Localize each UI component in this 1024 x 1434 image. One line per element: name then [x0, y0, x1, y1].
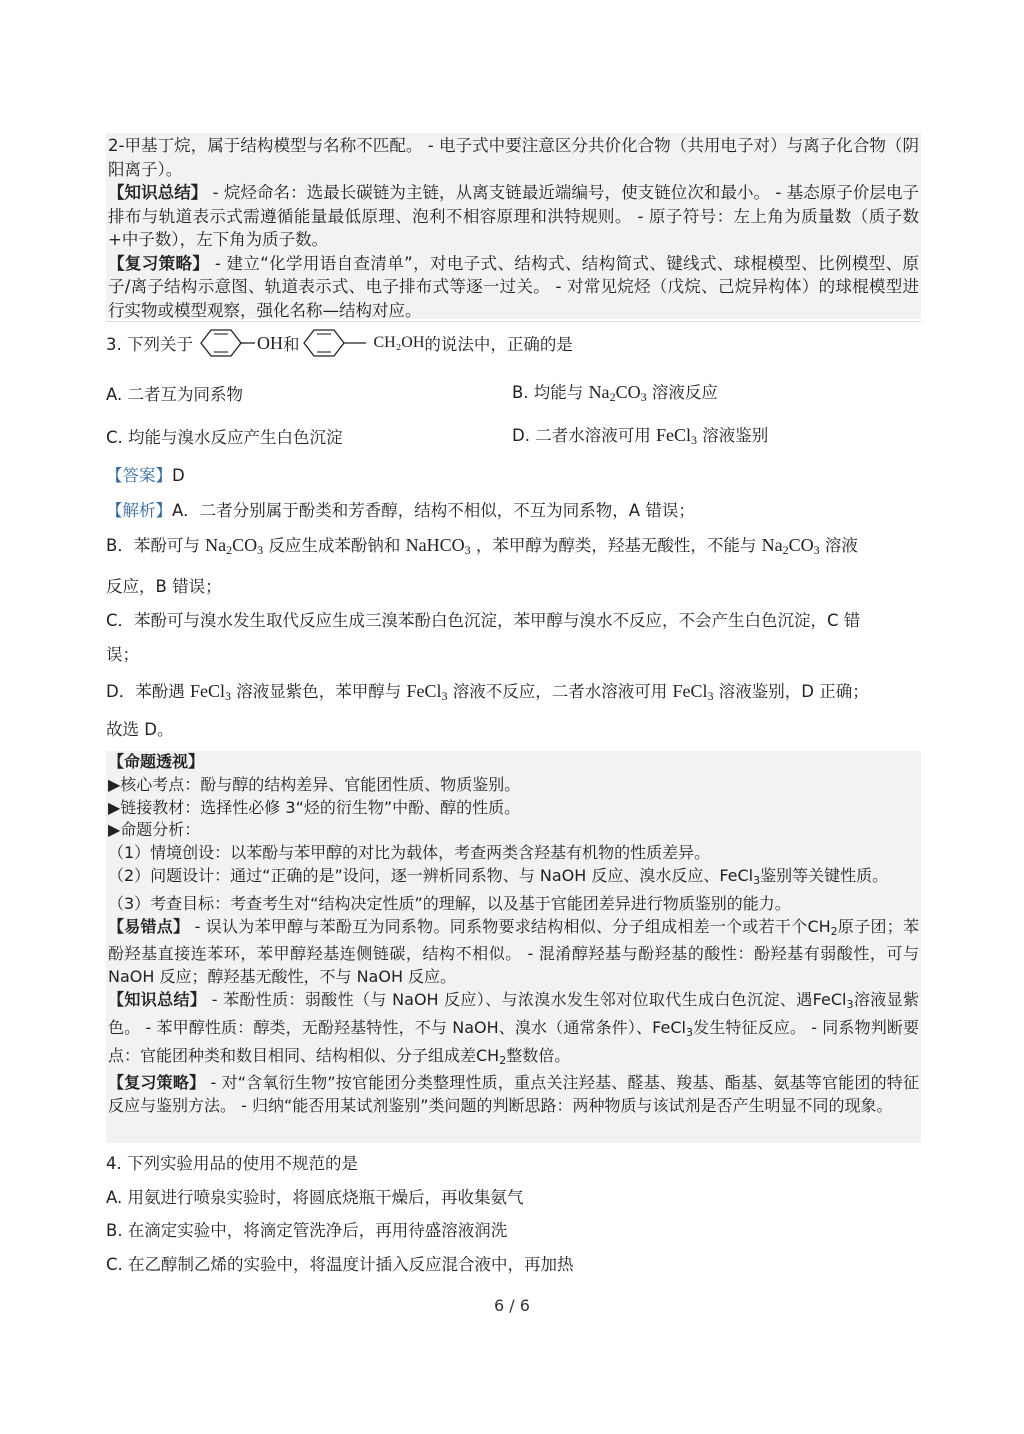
- analysis-c-cont: 误；: [106, 645, 139, 664]
- q3-ch2oh: CH₂OH: [373, 334, 425, 351]
- q3-suffix: 的说法中，正确的是: [424, 335, 573, 354]
- question-4-stem: 4. 下列实验用品的使用不规范的是: [106, 1154, 358, 1173]
- box2-l2: ▶链接教材：选择性必修 3“烃的衍生物”中酚、醇的性质。: [108, 797, 521, 817]
- answer-tag: 【答案】: [106, 466, 172, 485]
- analysis-b-cont: 反应，B 错误；: [106, 577, 222, 596]
- analysis-b: B．苯酚可与 $Na_2CO_3$ 反应生成苯酚钠和 NaHCO$_3$ ，苯甲醇为醇类，羟基无酸性，不能与 $Na_2CO_3$ 溶液: [106, 535, 858, 557]
- separator: [106, 321, 921, 322]
- q4-option-c: C. 在乙醇制乙烯的实验中，将温度计插入反应混合液中，再加热: [106, 1255, 574, 1274]
- box2-l5: （2）问题设计：通过“正确的是”设问，逐一辨析同系物、与 NaOH 反应、溴水反应、FeCl$_3$鉴别等关键性质。: [108, 865, 889, 887]
- q3-and: 和: [283, 335, 300, 354]
- answer-value: D: [172, 466, 185, 485]
- page-number: 6 / 6: [494, 1296, 530, 1315]
- option-c: C. 均能与溴水反应产生白色沉淀: [106, 428, 343, 447]
- option-d: D. 二者水溶液可用 FeCl$_3$ 溶液鉴别: [512, 425, 769, 447]
- box2-title: 【命题透视】: [108, 752, 205, 771]
- analysis-c: C．苯酚可与溴水发生取代反应生成三溴苯酚白色沉淀，苯甲醇与溴水不反应，不会产生白色沉淀，C 错: [106, 611, 861, 630]
- box2-strategy: 【复习策略】 - 对“含氧衍生物”按官能团分类整理性质，重点关注羟基、醛基、羧基、酯基、氨基等官能团的特征反应与鉴别方法。 - 归纳“能否用某试剂鉴别”类问题的判断思路：两种物质与该试剂是否产生明显不同的现象。: [108, 1073, 919, 1116]
- benzyl-alcohol-structure-icon: [300, 328, 374, 358]
- box2-l3: ▶命题分析：: [108, 820, 201, 840]
- box1-knowledge: [108, 181, 919, 252]
- fecl3-formula: FeCl$_3$: [655, 425, 697, 447]
- analysis-d: D．苯酚遇 FeCl$_3$ 溶液显紫色，苯甲醇与 FeCl$_3$ 溶液不反应，二者水溶液可用 FeCl$_3$ 溶液鉴别，D 正确；: [106, 681, 869, 703]
- analysis-a: 【解析】A．二者分别属于酚类和芳香醇，结构不相似，不互为同系物，A 错误；: [106, 501, 695, 520]
- box2-l4: （1）情境创设：以苯酚与苯甲醇的对比为载体，考查两类含羟基有机物的性质差异。: [108, 843, 711, 863]
- q4-option-b: B. 在滴定实验中，将滴定管洗净后，再用待盛溶液润洗: [106, 1221, 508, 1240]
- analysis-conclusion: 故选 D。: [106, 720, 174, 739]
- box1-strategy: [108, 252, 919, 323]
- box1-line1: 2-甲基丁烷，属于结构模型与名称不匹配。 - 电子式中要注意区分共价化合物（共用电子对）与离子化合物（阴阳离子）。: [108, 136, 919, 179]
- proposition-box-q3: [106, 751, 921, 1143]
- na2co3-formula: $Na_2CO_3$: [588, 382, 647, 404]
- q3-prefix: 3. 下列关于: [106, 335, 193, 354]
- summary-box-q2: [106, 133, 921, 319]
- box2-l6: （3）考查目标：考查考生对“结构决定性质”的理解，以及基于官能团差异进行物质鉴别的能力。: [108, 893, 791, 913]
- box2-l1: ▶核心考点：酚与醇的结构差异、官能团性质、物质鉴别。: [108, 774, 521, 794]
- analysis-tag: 【解析】: [106, 501, 172, 520]
- answer-line: [106, 462, 185, 486]
- box2-mistakes: 【易错点】 - 误认为苯甲醇与苯酚互为同系物。同系物要求结构相似、分子组成相差一个或若干个$CH_2$原子团；苯酚羟基直接连苯环，苯甲醇羟基连侧链碳，结构不相似。 - 混淆醇羟基与酚羟基的酸性：酚羟基有弱酸性，可与 NaOH 反应；醇羟基无酸性，不与 NaOH 反应。: [108, 916, 919, 987]
- q4-option-a: A. 用氨进行喷泉实验时，将圆底烧瓶干燥后，再收集氨气: [106, 1188, 524, 1207]
- question-3-stem: [106, 328, 573, 358]
- knowledge-tag: 【知识总结】: [108, 183, 208, 202]
- knowledge-text: - 烷烃命名：选最长碳链为主链，从离支链最近端编号，使支链位次和最小。 - 基态原子价层电子排布与轨道表示式需遵循能量最低原理、泡利不相容原理和洪特规则。 - 原子符号：左上角为质量数（质子数+中子数），左下角为质子数。: [108, 183, 920, 249]
- option-b: B. 均能与 $Na_2CO_3$ 溶液反应: [512, 382, 718, 404]
- strategy-tag: 【复习策略】: [108, 253, 210, 273]
- option-a: A. 二者互为同系物: [106, 385, 243, 404]
- box2-knowledge: 【知识总结】 - 苯酚性质：弱酸性（与 NaOH 反应）、与浓溴水发生邻对位取代生成白色沉淀、遇FeCl$_3$溶液显紫色。 - 苯甲醇性质：醇类，无酚羟基特性，不与 NaOH、溴水（通常条件）、FeCl$_3$发生特征反应。 - 同系物判断要点：官能团种类和数目相同、结构相似、分子组成差$CH_2$整数倍。: [108, 989, 919, 1067]
- strategy-text: - 建立“化学用语自查清单”，对电子式、结构式、结构简式、键线式、球棍模型、比例模型、原子/离子结构示意图、轨道表示式、电子排布式等逐一过关。 - 对常见烷烃（戊烷、己烷异构体）的球棍模型进行实物或模型观察，强化名称—结构对应。: [108, 253, 919, 320]
- q3-oh: OH: [257, 332, 283, 353]
